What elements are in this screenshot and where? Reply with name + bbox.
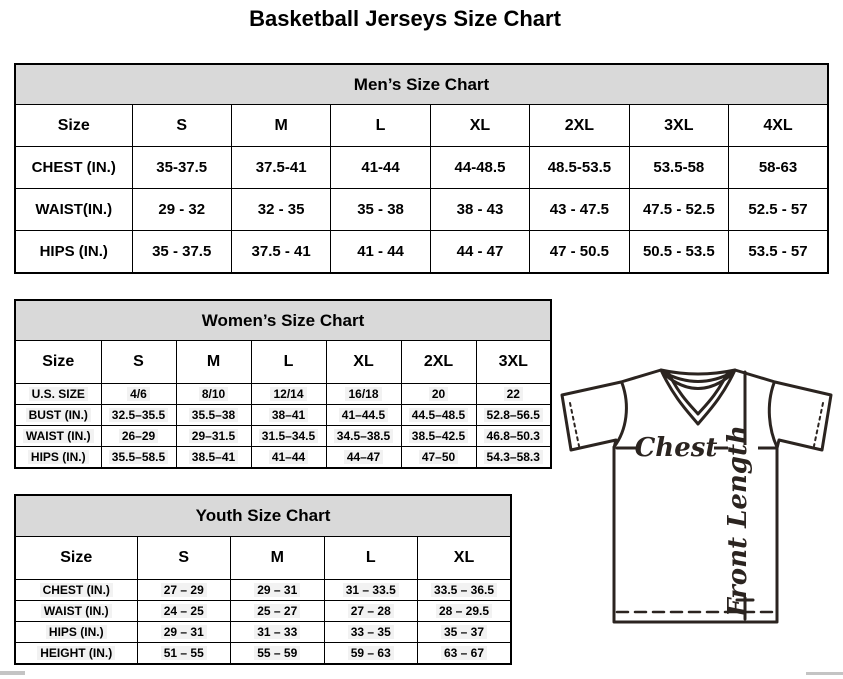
table-row [15, 64, 828, 105]
cell-value: 35.5–38 [189, 408, 238, 422]
column-header: L [251, 341, 326, 384]
cell-value: 44–47 [344, 450, 383, 464]
cell-value: 20 [429, 387, 448, 401]
cell-value: 31 – 33 [254, 625, 300, 639]
cell-value: 4/6 [127, 387, 150, 401]
column-header: M [231, 537, 325, 580]
table-cell [176, 384, 251, 405]
cell-value: 33.5 – 36.5 [431, 583, 497, 597]
table-cell [324, 580, 418, 601]
table-row [15, 105, 828, 147]
row-label-text: CHEST (IN.) [40, 583, 113, 597]
table-cell [326, 426, 401, 447]
column-header: 4XL [729, 105, 828, 147]
table-cell [101, 447, 176, 469]
table-cell: 47.5 - 52.5 [629, 189, 728, 231]
table-cell: 29 - 32 [132, 189, 231, 231]
table-cell: 35 - 38 [331, 189, 430, 231]
column-header: M [231, 105, 330, 147]
table-cell: 44 - 47 [430, 231, 529, 274]
table-row [15, 643, 511, 665]
row-label-text: HIPS (IN.) [46, 625, 107, 639]
table-cell [231, 622, 325, 643]
table-cell: 50.5 - 53.5 [629, 231, 728, 274]
cell-value: 29 – 31 [254, 583, 300, 597]
table-cell: 38 - 43 [430, 189, 529, 231]
mens-table-title: Men’s Size Chart [15, 64, 828, 105]
table-cell [137, 622, 231, 643]
table-cell [324, 643, 418, 665]
row-label: CHEST (IN.) [15, 147, 132, 189]
cell-value: 35.5–58.5 [109, 450, 168, 464]
row-label [15, 580, 137, 601]
table-row [15, 405, 551, 426]
table-cell [231, 601, 325, 622]
column-header: Size [15, 537, 137, 580]
cell-value: 32.5–35.5 [109, 408, 168, 422]
table-cell: 41 - 44 [331, 231, 430, 274]
table-cell [326, 447, 401, 469]
cell-value: 31 – 33.5 [343, 583, 399, 597]
table-cell [231, 643, 325, 665]
column-header: L [331, 105, 430, 147]
table-cell [137, 643, 231, 665]
table-cell [251, 405, 326, 426]
table-cell [476, 447, 551, 469]
row-label-text: WAIST (IN.) [23, 429, 94, 443]
table-cell: 44-48.5 [430, 147, 529, 189]
column-header: XL [418, 537, 512, 580]
cell-value: 46.8–50.3 [484, 429, 543, 443]
table-cell [418, 601, 512, 622]
table-cell: 35-37.5 [132, 147, 231, 189]
table-row [15, 601, 511, 622]
table-cell [251, 426, 326, 447]
cell-value: 25 – 27 [254, 604, 300, 618]
table-cell [176, 405, 251, 426]
cell-value: 41–44.5 [339, 408, 388, 422]
cell-value: 54.3–58.3 [484, 450, 543, 464]
table-cell [324, 601, 418, 622]
table-cell: 53.5-58 [629, 147, 728, 189]
cell-value: 24 – 25 [161, 604, 207, 618]
table-row [15, 426, 551, 447]
cell-value: 44.5–48.5 [409, 408, 468, 422]
table-cell [251, 384, 326, 405]
table-cell [101, 426, 176, 447]
table-cell [401, 447, 476, 469]
table-cell: 48.5-53.5 [530, 147, 629, 189]
jersey-outline-group [562, 370, 831, 622]
row-label-text: WAIST (IN.) [41, 604, 112, 618]
womens-size-chart-table [14, 299, 552, 469]
cell-value: 34.5–38.5 [334, 429, 393, 443]
cell-value: 52.8–56.5 [484, 408, 543, 422]
table-cell [231, 580, 325, 601]
cell-value: 29 – 31 [161, 625, 207, 639]
cell-value: 59 – 63 [348, 646, 394, 660]
column-header: S [132, 105, 231, 147]
row-label [15, 405, 101, 426]
column-header: XL [326, 341, 401, 384]
cell-value: 55 – 59 [254, 646, 300, 660]
column-header: 3XL [629, 105, 728, 147]
jersey-measurement-diagram [550, 350, 843, 640]
table-cell [176, 426, 251, 447]
table-cell: 47 - 50.5 [530, 231, 629, 274]
row-label: WAIST(IN.) [15, 189, 132, 231]
table-cell [476, 405, 551, 426]
row-label: HIPS (IN.) [15, 231, 132, 274]
cell-value: 28 – 29.5 [436, 604, 492, 618]
table-cell: 37.5-41 [231, 147, 330, 189]
table-cell [418, 643, 512, 665]
womens-table-title: Women’s Size Chart [15, 300, 551, 341]
cell-value: 38.5–42.5 [409, 429, 468, 443]
youth-table-title: Youth Size Chart [15, 495, 511, 537]
column-header: 2XL [530, 105, 629, 147]
mens-size-chart-table [14, 63, 829, 274]
row-label-text: U.S. SIZE [29, 387, 88, 401]
column-header: XL [430, 105, 529, 147]
table-row [15, 622, 511, 643]
table-cell [326, 384, 401, 405]
table-cell: 35 - 37.5 [132, 231, 231, 274]
column-header: S [137, 537, 231, 580]
table-cell [137, 580, 231, 601]
table-cell [476, 426, 551, 447]
front-length-label: Front Length [723, 425, 753, 617]
row-label-text: HIPS (IN.) [28, 450, 89, 464]
table-cell [401, 426, 476, 447]
column-header: Size [15, 105, 132, 147]
horizontal-scrollbar-fragment-right[interactable] [806, 672, 843, 675]
table-row [15, 189, 828, 231]
page-title: Basketball Jerseys Size Chart [249, 6, 561, 31]
cell-value: 41–44 [269, 450, 308, 464]
cell-value: 27 – 29 [161, 583, 207, 597]
cell-value: 38.5–41 [189, 450, 238, 464]
column-header: L [324, 537, 418, 580]
row-label [15, 384, 101, 405]
table-cell [326, 405, 401, 426]
table-cell [476, 384, 551, 405]
column-header: S [101, 341, 176, 384]
table-cell: 32 - 35 [231, 189, 330, 231]
table-row [15, 300, 551, 341]
row-label [15, 426, 101, 447]
jersey-silhouette [562, 370, 831, 622]
column-header: Size [15, 341, 101, 384]
table-cell [401, 405, 476, 426]
table-cell [418, 622, 512, 643]
cell-value: 47–50 [419, 450, 458, 464]
table-row [15, 341, 551, 384]
table-cell [137, 601, 231, 622]
cell-value: 16/18 [345, 387, 381, 401]
table-cell [324, 622, 418, 643]
table-cell [176, 447, 251, 469]
table-row [15, 447, 551, 469]
cell-value: 51 – 55 [161, 646, 207, 660]
table-row [15, 537, 511, 580]
cell-value: 26–29 [119, 429, 158, 443]
column-header: 3XL [476, 341, 551, 384]
table-cell: 37.5 - 41 [231, 231, 330, 274]
cell-value: 29–31.5 [189, 429, 238, 443]
table-cell: 41-44 [331, 147, 430, 189]
table-row [15, 231, 828, 274]
table-cell [101, 405, 176, 426]
table-cell [401, 384, 476, 405]
cell-value: 35 – 37 [441, 625, 487, 639]
table-cell: 53.5 - 57 [729, 231, 828, 274]
table-cell: 58-63 [729, 147, 828, 189]
table-cell [101, 384, 176, 405]
table-row [15, 147, 828, 189]
cell-value: 27 – 28 [348, 604, 394, 618]
table-row [15, 384, 551, 405]
row-label [15, 601, 137, 622]
table-row [15, 580, 511, 601]
cell-value: 8/10 [199, 387, 228, 401]
row-label-text: BUST (IN.) [26, 408, 91, 422]
chest-label: Chest [634, 433, 718, 463]
cell-value: 31.5–34.5 [259, 429, 318, 443]
column-header: M [176, 341, 251, 384]
row-label [15, 643, 137, 665]
table-cell: 52.5 - 57 [729, 189, 828, 231]
column-header: 2XL [401, 341, 476, 384]
table-row [15, 495, 511, 537]
table-cell [418, 580, 512, 601]
cell-value: 38–41 [269, 408, 308, 422]
table-cell: 43 - 47.5 [530, 189, 629, 231]
cell-value: 22 [504, 387, 523, 401]
row-label [15, 622, 137, 643]
row-label-text: HEIGHT (IN.) [37, 646, 115, 660]
cell-value: 33 – 35 [348, 625, 394, 639]
cell-value: 12/14 [270, 387, 306, 401]
horizontal-scrollbar-fragment-left[interactable] [0, 671, 25, 675]
youth-size-chart-table [14, 494, 512, 665]
cell-value: 63 – 67 [441, 646, 487, 660]
table-cell [251, 447, 326, 469]
row-label [15, 447, 101, 469]
